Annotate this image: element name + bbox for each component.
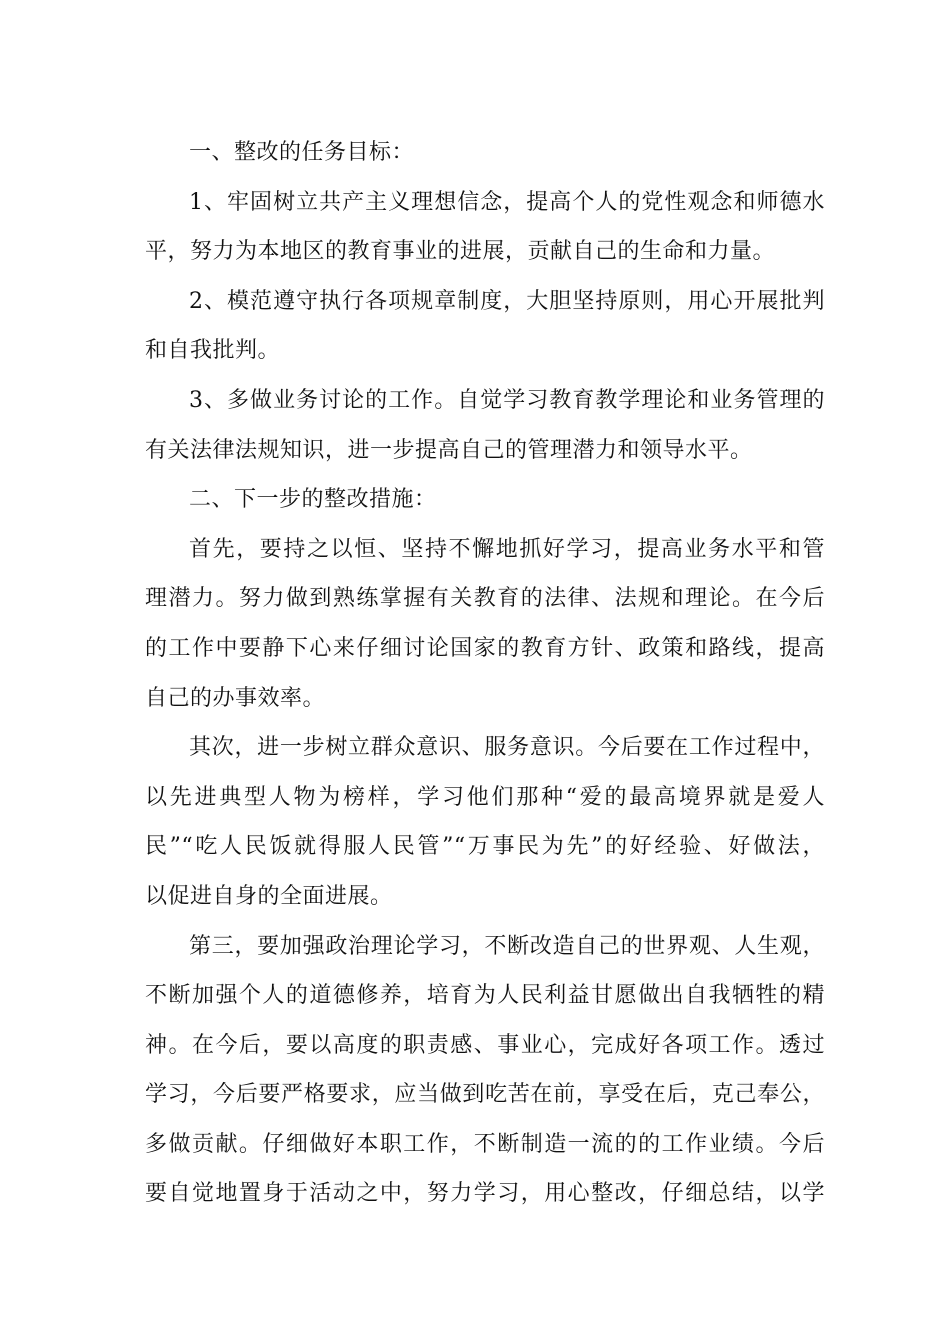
text-line: 不断加强个人的道德修养，培育为人民利益甘愿做出自我牺牲的精 xyxy=(145,983,825,1009)
text-line: 1、牢固树立共产主义理想信念，提高个人的党性观念和师德水 xyxy=(189,189,825,215)
text-line: 民”“吃人民饭就得服人民管”“万事民为先”的好经验、好做法， xyxy=(145,834,825,860)
document-body xyxy=(145,128,825,1219)
text-line: 自己的办事效率。 xyxy=(145,685,326,711)
text-line: 理潜力。努力做到熟练掌握有关教育的法律、法规和理论。在今后 xyxy=(145,586,825,612)
text-line: 3、多做业务讨论的工作。自觉学习教育教学理论和业务管理的 xyxy=(189,387,825,413)
text-line: 2、模范遵守执行各项规章制度，大胆坚持原则，用心开展批判 xyxy=(189,288,825,314)
text-line: 以先进典型人物为榜样，学习他们那种“爱的最高境界就是爱人 xyxy=(145,784,825,810)
heading-next-steps: 二、下一步的整改措施： xyxy=(189,487,437,513)
text-line: 以促进自身的全面进展。 xyxy=(145,883,393,909)
text-line: 要自觉地置身于活动之中，努力学习，用心整改，仔细总结，以学 xyxy=(145,1181,825,1207)
text-line: 神。在今后，要以高度的职责感、事业心，完成好各项工作。透过 xyxy=(145,1032,825,1058)
text-line: 第三，要加强政治理论学习，不断改造自己的世界观、人生观， xyxy=(189,933,825,959)
text-line: 其次，进一步树立群众意识、服务意识。今后要在工作过程中， xyxy=(189,735,825,761)
text-line: 和自我批判。 xyxy=(145,338,281,364)
text-line: 多做贡献。仔细做好本职工作，不断制造一流的的工作业绩。今后 xyxy=(145,1131,825,1157)
text-line: 的工作中要静下心来仔细讨论国家的教育方针、政策和路线，提高 xyxy=(145,635,825,661)
text-line: 学习，今后要严格要求，应当做到吃苦在前，享受在后，克己奉公， xyxy=(145,1082,825,1108)
text-line: 平，努力为本地区的教育事业的进展，贡献自己的生命和力量。 xyxy=(145,239,776,265)
heading-task-goals: 一、整改的任务目标： xyxy=(189,140,415,165)
text-line: 首先，要持之以恒、坚持不懈地抓好学习，提高业务水平和管 xyxy=(189,536,825,562)
text-line: 有关法律法规知识，进一步提高自己的管理潜力和领导水平。 xyxy=(145,437,753,463)
